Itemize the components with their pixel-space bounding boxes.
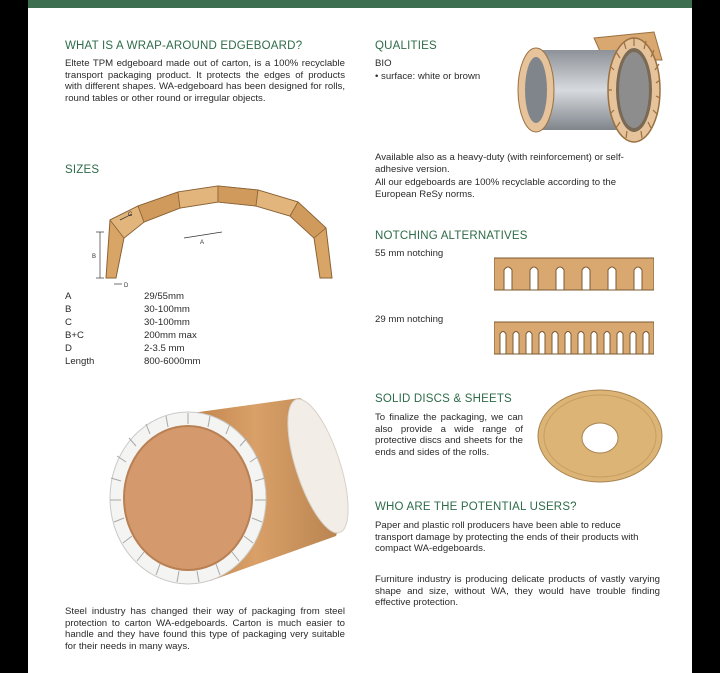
solid-disc-image: [536, 388, 664, 484]
steel-industry-text: Steel industry has changed their way of packaging from steel protection to carton WA-edgeboards. Carton is much easier to handle and they have found this type of packaging very suitable for their needs in many ways.: [65, 606, 345, 652]
qualities-text-1: Available also as a heavy-duty (with reinforcement) or self-adhesive version.: [375, 152, 624, 175]
notching-29-label: 29 mm notching: [375, 314, 444, 325]
users-heading: WHO ARE THE POTENTIAL USERS?: [375, 501, 577, 513]
qualities-bio: BIO: [375, 58, 392, 69]
discs-heading: SOLID DISCS & SHEETS: [375, 393, 512, 405]
spec-key: A: [65, 291, 72, 302]
qualities-text-2: All our edgeboards are 100% recyclable according to the European ReSy norms.: [375, 177, 617, 200]
dim-label-c: C: [128, 212, 133, 218]
spec-key: D: [65, 343, 72, 354]
spec-value: 30-100mm: [144, 304, 190, 315]
brochure-page: [28, 0, 692, 673]
notching-29-strip: [494, 320, 654, 356]
dim-label-a: A: [200, 240, 205, 246]
notching-55-strip: [494, 256, 654, 292]
sizes-heading: SIZES: [65, 164, 100, 176]
edgeboard-diagram: [58, 180, 348, 292]
notching-55-label: 55 mm notching: [375, 248, 444, 259]
spec-value: 30-100mm: [144, 317, 190, 328]
users-text-1: Paper and plastic roll producers have been able to reduce transport damage by protecting the ends of their products with compact WA-edgeboards.: [375, 520, 639, 555]
wrap-heading: WHAT IS A WRAP-AROUND EDGEBOARD?: [65, 40, 303, 52]
wrapped-roll-image: [100, 386, 360, 596]
qualities-heading: QUALITIES: [375, 40, 437, 52]
notching-heading: NOTCHING ALTERNATIVES: [375, 230, 528, 242]
spec-value: 29/55mm: [144, 291, 184, 302]
discs-text: To finalize the packaging, we can also provide a wide range of protective discs and sheets for the ends and sides of the rolls.: [375, 412, 523, 458]
gear-roll-image: [494, 30, 684, 148]
spec-key: C: [65, 317, 72, 328]
spec-value: 800-6000mm: [144, 356, 201, 367]
qualities-bullet: • surface: white or brown: [375, 71, 481, 82]
dim-label-b: B: [92, 254, 97, 260]
spec-key: Length: [65, 356, 95, 367]
spec-value: 2-3.5 mm: [144, 343, 185, 354]
spec-value: 200mm max: [144, 330, 197, 341]
users-text-2: Furniture industry is producing delicate products of vastly varying shape and size, without WA, they would have trouble finding effective protection.: [375, 574, 660, 609]
dim-label-d: D: [124, 283, 129, 289]
wrap-text: Eltete TPM edgeboard made out of carton, is a 100% recyclable transport packaging product. It protects the edges of products with different shapes. WA-edgeboard has been designed for rolls, round tables or other round or irregular objects.: [65, 58, 345, 104]
spec-key: B: [65, 304, 72, 315]
spec-key: B+C: [65, 330, 84, 341]
top-accent-bar: [28, 0, 692, 8]
